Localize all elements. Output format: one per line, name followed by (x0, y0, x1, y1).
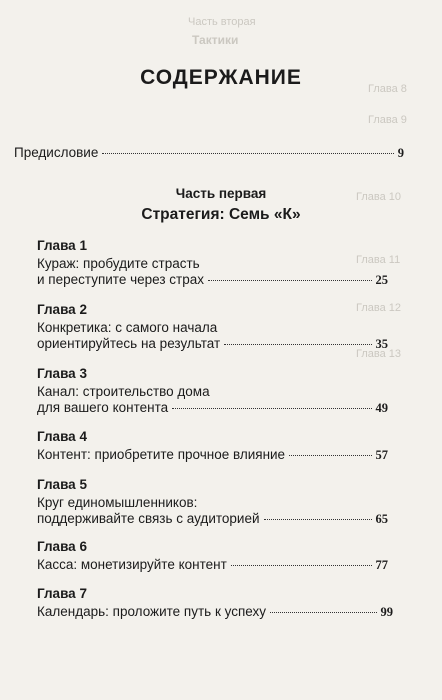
toc-entry-text: Касса: монетизируйте контент (37, 557, 227, 572)
page-number: 49 (375, 401, 388, 415)
toc-entry-chapter-3[interactable] (37, 399, 388, 417)
leader-dots (289, 455, 371, 456)
toc-entry-text: Предисловие (14, 145, 99, 160)
toc-entry-text: и переступите через страх (37, 272, 205, 287)
leader-dots (224, 344, 371, 345)
part-title: Стратегия: Семь «К» (141, 206, 301, 223)
page-number: 99 (380, 605, 393, 619)
bleed-text: Глава 11 (356, 254, 401, 266)
leader-dots (102, 153, 393, 154)
toc-entry-text: поддерживайте связь с аудиторией (37, 511, 260, 526)
leader-dots (231, 565, 372, 566)
chapter-label: Глава 6 (37, 539, 87, 554)
toc-entry-chapter-1[interactable] (37, 271, 388, 289)
toc-entry-chapter-7[interactable] (37, 603, 393, 621)
bleed-text: Глава 13 (356, 348, 402, 360)
chapter-title-line: Канал: строительство дома (37, 384, 210, 399)
toc-entry-text: Календарь: проложите путь к успеху (37, 604, 266, 619)
toc-entry-preface[interactable] (14, 144, 404, 162)
chapter-label: Глава 5 (37, 477, 87, 492)
page-number: 25 (375, 273, 388, 287)
toc-entry-chapter-2[interactable] (37, 335, 388, 353)
toc-entry-text: для вашего контента (37, 400, 169, 415)
chapter-label: Глава 3 (37, 366, 87, 381)
bleed-text: Глава 12 (356, 302, 402, 314)
bleed-text: Глава 10 (356, 191, 402, 203)
toc-entry-text: Контент: приобретите прочное влияние (37, 447, 286, 462)
page-number: 77 (375, 558, 388, 572)
leader-dots (270, 612, 377, 613)
chapter-title-line: Кураж: пробудите страсть (37, 256, 200, 271)
chapter-title-line: Конкретика: с самого начала (37, 320, 218, 335)
toc-entry-text: ориентируйтесь на результат (37, 336, 221, 351)
toc-entry-chapter-6[interactable] (37, 556, 388, 574)
part-label: Часть первая (175, 186, 267, 201)
bleed-text: Тактики (192, 33, 239, 47)
leader-dots (264, 519, 372, 520)
bleed-text: Глава 8 (368, 83, 407, 95)
page-number: 57 (375, 448, 388, 462)
chapter-label: Глава 7 (37, 586, 87, 601)
toc-entry-chapter-4[interactable] (37, 446, 388, 464)
page-number: 65 (375, 512, 388, 526)
chapter-label: Глава 2 (37, 302, 87, 317)
leader-dots (208, 280, 371, 281)
chapter-label: Глава 4 (37, 429, 87, 444)
leader-dots (172, 408, 371, 409)
page-number: 35 (375, 337, 388, 351)
bleed-text: Глава 9 (368, 114, 407, 126)
toc-entry-chapter-5[interactable] (37, 510, 388, 528)
bleed-text: Часть вторая (188, 16, 256, 28)
page-title: СОДЕРЖАНИЕ (140, 66, 302, 89)
page-number: 9 (397, 146, 404, 160)
chapter-title-line: Круг единомышленников: (37, 495, 198, 510)
chapter-label: Глава 1 (37, 238, 87, 253)
